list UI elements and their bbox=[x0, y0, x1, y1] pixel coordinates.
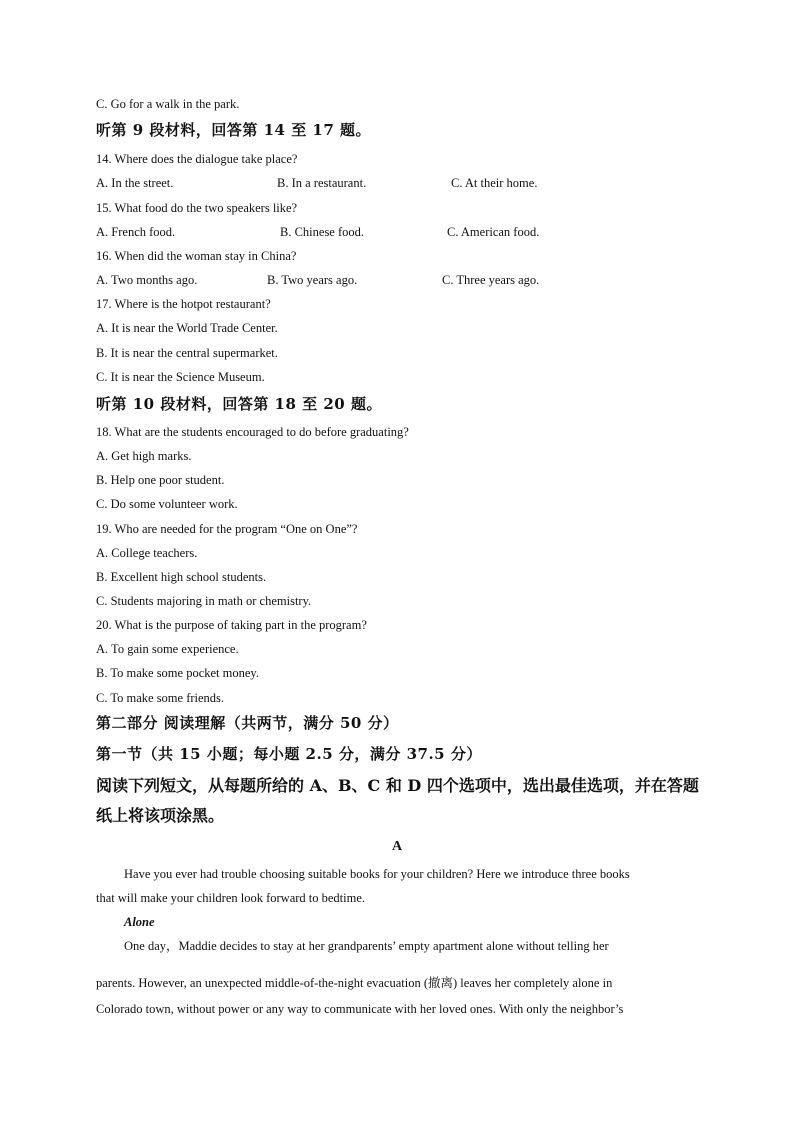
q18-stem: 18. What are the students encouraged to do before graduating? bbox=[96, 425, 409, 439]
q15-option-c: C. American food. bbox=[447, 225, 540, 239]
q18-option-b: B. Help one poor student. bbox=[96, 473, 225, 487]
q17-option-c: C. It is near the Science Museum. bbox=[96, 370, 265, 384]
q16-option-c: C. Three years ago. bbox=[442, 273, 540, 287]
q20-option-b: B. To make some pocket money. bbox=[96, 666, 259, 680]
q16-option-b: B. Two years ago. bbox=[267, 273, 358, 287]
q13-option-c: C. Go for a walk in the park. bbox=[96, 97, 240, 111]
q17-option-b: B. It is near the central supermarket. bbox=[96, 346, 278, 360]
q20-stem: 20. What is the purpose of taking part in the program? bbox=[96, 618, 367, 632]
instructions-line-1: 阅读下列短文，从每题所给的 A、B、C 和 D 四个选项中，选出最佳选项，并在答题 bbox=[96, 776, 699, 795]
q15-stem: 15. What food do the two speakers like? bbox=[96, 201, 298, 215]
section-10-heading: 听第 10 段材料，回答第 18 至 20 题。 bbox=[96, 395, 382, 413]
passage-label: A bbox=[391, 839, 403, 854]
q19-option-c: C. Students majoring in math or chemistry. bbox=[96, 594, 312, 608]
alone-para-line-2: parents. However, an unexpected middle-of-the-night evacuation (撤离) leaves her completely alone in bbox=[96, 976, 613, 990]
q15-option-a: A. French food. bbox=[96, 225, 176, 239]
q17-option-a: A. It is near the World Trade Center. bbox=[96, 321, 278, 335]
instructions-line-2: 纸上将该项涂黑。 bbox=[96, 806, 225, 825]
q20-option-a: A. To gain some experience. bbox=[96, 642, 239, 656]
q16-stem: 16. When did the woman stay in China? bbox=[96, 249, 297, 263]
q18-option-a: A. Get high marks. bbox=[96, 449, 192, 463]
q15-option-b: B. Chinese food. bbox=[280, 225, 365, 239]
q14-stem: 14. Where does the dialogue take place? bbox=[96, 152, 298, 166]
book-title-alone: Alone bbox=[124, 915, 155, 929]
intro-line-1: Have you ever had trouble choosing suitable books for your children? Here we introduce three books bbox=[124, 867, 630, 881]
alone-para-line-1: One day，Maddie decides to stay at her grandparents’ empty apartment alone without telling her bbox=[124, 939, 609, 953]
q17-stem: 17. Where is the hotpot restaurant? bbox=[96, 297, 271, 311]
q14-option-a: A. In the street. bbox=[96, 176, 174, 190]
section-1-title: 第一节（共 15 小题；每小题 2.5 分，满分 37.5 分） bbox=[96, 745, 482, 763]
section-9-heading: 听第 9 段材料，回答第 14 至 17 题。 bbox=[96, 121, 372, 139]
q16-option-a: A. Two months ago. bbox=[96, 273, 198, 287]
alone-para-line-3: Colorado town, without power or any way to communicate with her loved ones. With only the neighbor’s bbox=[96, 1002, 624, 1016]
q19-option-b: B. Excellent high school students. bbox=[96, 570, 267, 584]
q19-option-a: A. College teachers. bbox=[96, 546, 198, 560]
q14-option-c: C. At their home. bbox=[451, 176, 538, 190]
q20-option-c: C. To make some friends. bbox=[96, 691, 225, 705]
q14-option-b: B. In a restaurant. bbox=[277, 176, 367, 190]
q19-stem: 19. Who are needed for the program “One on One”? bbox=[96, 522, 358, 536]
part-2-title: 第二部分 阅读理解（共两节，满分 50 分） bbox=[96, 714, 399, 732]
intro-line-2: that will make your children look forward to bedtime. bbox=[96, 891, 366, 905]
q18-option-c: C. Do some volunteer work. bbox=[96, 497, 238, 511]
